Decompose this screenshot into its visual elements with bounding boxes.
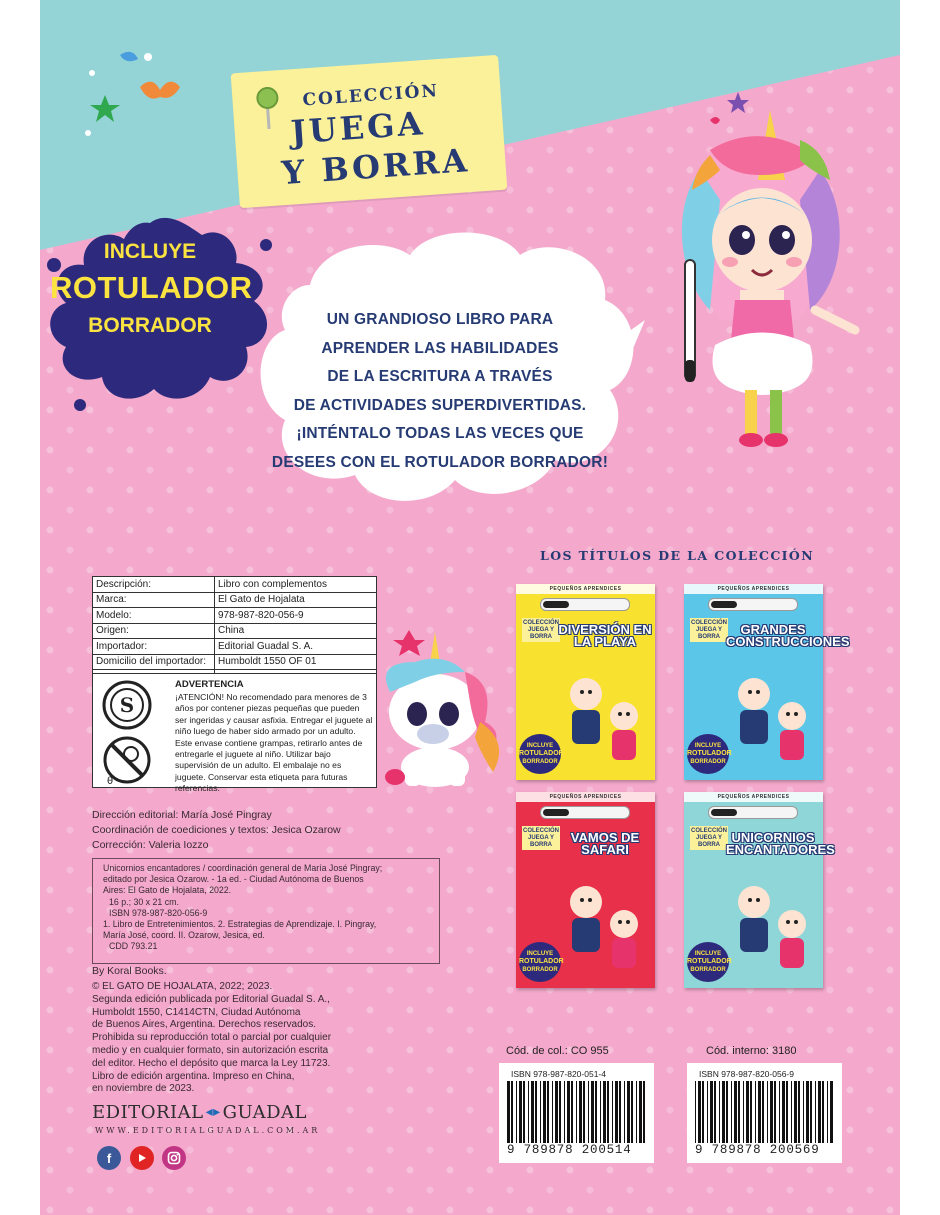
- warning-title: ADVERTENCIA: [175, 679, 244, 690]
- book-marker-badge: INCLUYE ROTULADOR BORRADOR: [519, 734, 561, 774]
- info-row: [93, 623, 377, 639]
- arrows-icon: ◂▸: [205, 1104, 221, 1120]
- warning-box: [92, 673, 377, 794]
- info-value: Editorial Guadal S. A.: [215, 639, 377, 655]
- svg-text:S: S: [119, 693, 135, 717]
- instagram-icon[interactable]: [162, 1146, 186, 1170]
- info-row: [93, 654, 377, 670]
- info-key: Descripción:: [93, 577, 215, 593]
- collection-code: Cód. de col.: CO 955: [506, 1045, 609, 1057]
- barcode-book: ISBN 978-987-820-056-9 9 789878 200569: [687, 1063, 842, 1163]
- marker-icon: [708, 806, 798, 819]
- barcode-collection: ISBN 978-987-820-051-4 9 789878 200514: [499, 1063, 654, 1163]
- series-ribbon: PEQUEÑOS APRENDICES: [516, 792, 655, 802]
- badge-line3: BORRADOR: [88, 314, 212, 337]
- book-character-icon: [724, 872, 819, 977]
- editorial-credits: Dirección editorial: María José Pingray Coordinación de coediciones y textos: Jesica Ozarow Corrección: Valeria Iozzo: [92, 809, 341, 851]
- marker-icon: [708, 598, 798, 611]
- barcode-icon: [507, 1081, 646, 1143]
- facebook-icon[interactable]: f: [97, 1146, 121, 1170]
- publisher-logo: EDITORIAL ◂▸ GUADAL: [92, 1102, 308, 1123]
- book-marker-badge: INCLUYE ROTULADOR BORRADOR: [519, 942, 561, 982]
- collection-title-line2: Y BORRA: [280, 141, 472, 193]
- series-ribbon: PEQUEÑOS APRENDICES: [684, 584, 823, 594]
- info-value: Libro con complementos: [215, 577, 377, 593]
- book-title: UNICORNIOS ENCANTADORES: [726, 830, 835, 857]
- series-ribbon: PEQUEÑOS APRENDICES: [516, 584, 655, 594]
- series-ribbon: PEQUEÑOS APRENDICES: [684, 792, 823, 802]
- collection-label: COLECCIÓN: [301, 81, 440, 111]
- pin-icon: [256, 86, 279, 109]
- info-value: 978-987-820-056-9: [215, 608, 377, 624]
- book-character-icon: [724, 664, 819, 769]
- internal-code: Cód. interno: 3180: [706, 1045, 797, 1057]
- info-row: [93, 577, 377, 593]
- info-key: Importador:: [93, 639, 215, 655]
- unicorn-girl-illustration: [650, 80, 865, 470]
- mini-collection-logo: COLECCIÓN JUEGA Y BORRA: [523, 620, 559, 640]
- book-character-icon: [556, 664, 651, 769]
- publisher-url[interactable]: WWW.EDITORIALGUADAL.COM.AR: [95, 1126, 321, 1135]
- youtube-icon[interactable]: [130, 1146, 154, 1170]
- description-text: UN GRANDIOSO LIBRO PARA APRENDER LAS HABILIDADES DE LA ESCRITURA A TRAVÉS DE ACTIVIDADES SUPERDIVERTIDAS. ¡INTÉNTALO TODAS LAS VECES QUE DESEES CON EL ROTULADOR BORRADOR!: [271, 311, 609, 471]
- product-info-table: [92, 576, 377, 686]
- marker-icon: [540, 598, 630, 611]
- book-marker-badge: INCLUYE ROTULADOR BORRADOR: [687, 942, 729, 982]
- info-row: [93, 608, 377, 624]
- collection-titles-heading: LOS TÍTULOS DE LA COLECCIÓN: [540, 548, 815, 563]
- info-value: China: [215, 623, 377, 639]
- book-marker-badge: INCLUYE ROTULADOR BORRADOR: [687, 734, 729, 774]
- info-key: Origen:: [93, 623, 215, 639]
- book-cover-construcciones: [684, 584, 850, 780]
- mini-collection-logo: COLECCIÓN JUEGA Y BORRA: [523, 828, 559, 848]
- book-title: DIVERSIÓN EN LA PLAYA: [558, 622, 652, 649]
- koral-credit: By Koral Books.: [92, 965, 167, 977]
- badge-line1: INCLUYE: [103, 240, 197, 263]
- info-value: Humboldt 1550 OF 01: [215, 654, 377, 670]
- book-cover-unicornios: [684, 792, 835, 988]
- book-title: VAMOS DE SAFARI: [570, 830, 640, 857]
- svg-text:θ: θ: [107, 776, 114, 787]
- back-cover: [40, 0, 900, 1215]
- book-cover-playa: [516, 584, 655, 780]
- mini-collection-logo: COLECCIÓN JUEGA Y BORRA: [691, 828, 727, 848]
- collection-title-line1: JUEGA: [289, 104, 427, 152]
- warning-text: ¡ATENCIÓN! No recomendado para menores de 3 años por contener piezas pequeñas que pueden ser ingeridas y causar asfixia. Entregar el juguete al niño luego de haber sido armado por un adulto. Este envase contiene grampas, retirarlo antes de entregarle el juguete al niño. Utilizar bajo supervisión de un adulto. El embalaje no es juguete. Conservar esta etiqueta para futuras referencias.: [175, 692, 373, 794]
- decoration-cluster: [80, 45, 190, 145]
- marker-icon: [540, 806, 630, 819]
- info-value: El Gato de Hojalata: [215, 592, 377, 608]
- collection-logo: [231, 55, 508, 208]
- baby-unicorn-illustration: [365, 622, 510, 792]
- legal-notice: © EL GATO DE HOJALATA, 2022; 2023. Segunda edición publicada por Editorial Guadal S. A., Humboldt 1550, C1414CTN, Ciudad Autónoma de Buenos Aires, Argentina. Derechos reservados. Prohibida su reproducción total o parcial por cualquier medio y en cualquier formato, sin autorización escrita del editor. Hecho el depósito que marca la Ley 11723. Libro de edición argentina. Impreso en China, en noviembre de 2023.: [92, 981, 332, 1095]
- book-title: GRANDES CONSTRUCCIONES: [726, 622, 850, 649]
- info-key: Domicilio del importador:: [93, 654, 215, 670]
- info-key: Marca:: [93, 592, 215, 608]
- book-cover-safari: [516, 792, 655, 988]
- catalog-record: Unicornios encantadores / coordinación general de María José Pingray; editado por Jesica Ozarow. - 1a ed. - Ciudad Autónoma de Buenos Aires: El Gato de Hojalata, 2022. 16 p.; 30 x 21 cm. ISBN 978-987-820-056-9 1. Libro de Entretenimientos. 2. Estrategias de Aprendizaje. I. Pingray, María José, coord. II. Ozarow, Jesica, ed. CDD 793.21: [92, 858, 440, 964]
- info-key: Modelo:: [93, 608, 215, 624]
- safety-seal-icon: [97, 678, 171, 786]
- info-row: [93, 639, 377, 655]
- barcode-icon: [695, 1081, 834, 1143]
- includes-marker-badge: [50, 240, 253, 338]
- book-character-icon: [556, 872, 651, 977]
- badge-line2: ROTULADOR: [50, 270, 253, 305]
- info-row: [93, 592, 377, 608]
- mini-collection-logo: COLECCIÓN JUEGA Y BORRA: [691, 620, 727, 640]
